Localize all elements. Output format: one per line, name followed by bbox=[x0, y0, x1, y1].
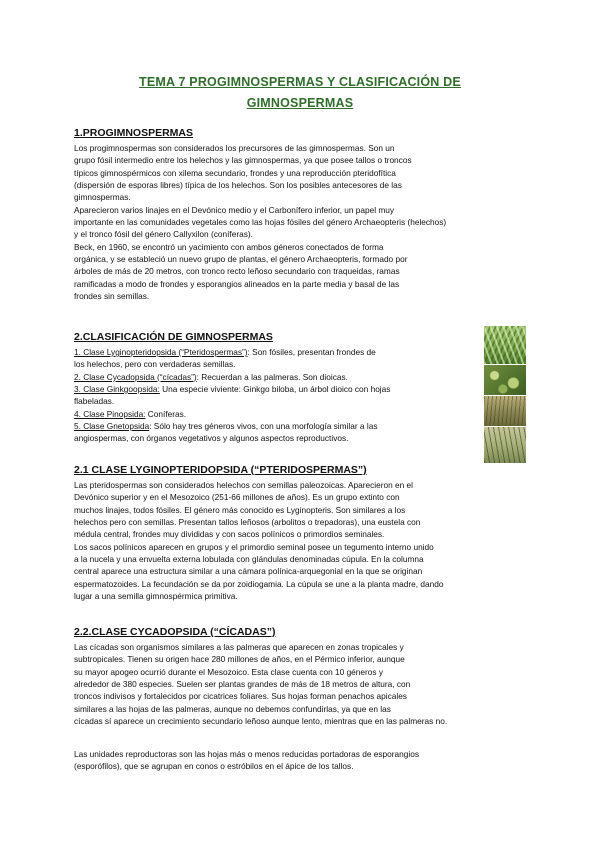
class-description: angiospermas, con órganos vegetativos y algunos aspectos reproductivos. bbox=[74, 433, 349, 444]
section-2-1-heading: 2.1 CLASE LYGINOPTERIDOPSIDA (“PTERIDOSPERMAS”) bbox=[74, 464, 367, 476]
paragraph-line: muchos linajes, todos fósiles. El género más conocido es Lyginopteris. Son similares a los bbox=[74, 504, 406, 515]
class-description: los helechos, pero con verdaderas semillas. bbox=[74, 359, 236, 370]
paragraph-line: Las cícadas son organismos similares a las palmeras que aparecen en zonas tropicales y bbox=[74, 642, 404, 652]
paragraph-line: gimnospermas. bbox=[74, 192, 131, 203]
class-label: 5. Clase Gnetopsida bbox=[74, 421, 150, 432]
section-1-body bbox=[74, 142, 446, 302]
paragraph-line: médula central, frondes muy divididas y con sacos polínicos o primordios seminales. bbox=[74, 529, 385, 540]
class-description: Una especie viviente: Ginkgo biloba, un árbol dioico con hojas bbox=[159, 384, 391, 395]
paragraph-line: Los progimnospermas son considerados los precursores de las gimnospermas. Son un bbox=[74, 143, 395, 153]
paragraph-line: a la nucela y una envuelta externa lobulada con glándulas denominadas cúpula. En la columna bbox=[74, 554, 424, 565]
paragraph-line: árboles de más de 20 metros, con tronco recto leñoso secundario con traqueidas, ramas bbox=[74, 266, 400, 277]
section-2-2-body-2 bbox=[74, 748, 419, 773]
class-description: : Recuerdan a las palmeras. Son dioicas. bbox=[196, 371, 348, 382]
paragraph-line: (dispersión de esporas libres) típica de los helechos. Son los posibles antecesores de las bbox=[74, 180, 402, 191]
classification-list bbox=[74, 346, 390, 445]
list-item bbox=[74, 346, 390, 358]
section-2-1-body bbox=[74, 479, 443, 602]
paragraph-line: similares a las hojas de las palmeras, aunque no debemos confundirlas, ya que en las bbox=[74, 703, 391, 714]
cycad-plant-image bbox=[484, 326, 526, 364]
pine-needles-image bbox=[484, 396, 526, 426]
paragraph-line: lugar a una semilla gimnospérmica primitiva. bbox=[74, 591, 238, 602]
paragraph-line: cícadas sí aparece un crecimiento secundario leñoso aunque lento, mientras que en las palmeras no. bbox=[74, 716, 448, 727]
paragraph-line: (esporófilos), que se agrupan en conos o estróbilos en el ápice de los tallos. bbox=[74, 761, 354, 772]
class-label: 4. Clase Pinopsida: bbox=[74, 408, 146, 419]
gnetophyte-plant-image bbox=[484, 427, 526, 463]
class-description: flabeladas. bbox=[74, 396, 115, 407]
paragraph-line: central aparece una estructura similar a una cámara polínica-arquegonial en la que se originan bbox=[74, 566, 423, 577]
ginkgo-leaves-image bbox=[484, 365, 526, 395]
class-label: 1. Clase Lyginopteridopsida (“Pteridospermas”) bbox=[74, 347, 248, 357]
paragraph-line: importante en las comunidades vegetales como las hojas fósiles del género Archaeopteris (helechos) bbox=[74, 217, 447, 228]
list-item bbox=[74, 420, 390, 432]
paragraph-line: subtropicales. Tienen su origen hace 280 millones de años, en el Pérmico inferior, aunque bbox=[74, 654, 405, 665]
section-2-2-body bbox=[74, 641, 447, 727]
list-item bbox=[74, 395, 390, 407]
class-label: 3. Clase Ginkgoopsida: bbox=[74, 384, 160, 395]
section-1-heading: 1.PROGIMNOSPERMAS bbox=[74, 127, 194, 139]
list-item bbox=[74, 432, 390, 444]
paragraph-line: alrededor de 380 especies. Suelen ser plantas grandes de más de 18 metros de altura, con bbox=[74, 679, 411, 690]
section-2-2-heading: 2.2.CLASE CYCADOPSIDA (“CÍCADAS”) bbox=[74, 626, 276, 638]
paragraph-line: Devónico superior y en el Mesozoico (251-66 millones de años). Es un grupo extinto con bbox=[74, 492, 400, 503]
section-2-heading: 2.CLASIFICACIÓN DE GIMNOSPERMAS bbox=[74, 331, 273, 343]
paragraph-line: su mayor apogeo ocurrió durante el Mesozoico. Esta clase cuenta con 10 géneros y bbox=[74, 666, 384, 677]
list-item bbox=[74, 371, 390, 383]
list-item bbox=[74, 358, 390, 370]
paragraph-line: ramificadas a modo de frondes y esporangios alineados en la parte media y basal de las bbox=[74, 278, 400, 289]
paragraph-line: Los sacos polínicos aparecen en grupos y el primordio seminal posee un tegumento interno unido bbox=[74, 541, 434, 552]
paragraph-line: Beck, en 1960, se encontró un yacimiento con ambos géneros conectados de forma bbox=[74, 241, 384, 252]
list-item bbox=[74, 383, 390, 395]
title-line-2: GIMNOSPERMAS bbox=[246, 96, 354, 110]
paragraph-line: típicos gimnospérmicos con xilema secundario, frondes y una reproducción pteridofítica bbox=[74, 167, 396, 178]
document-title bbox=[60, 72, 540, 114]
paragraph-line: helechos pero con semillas. Presentan tallos leñosos (arbolitos o trepadoras), una eustela con bbox=[74, 517, 421, 528]
title-line-1: TEMA 7 PROGIMNOSPERMAS Y CLASIFICACIÓN DE bbox=[139, 75, 461, 89]
paragraph-line: Aparecieron varios linajes en el Devónico medio y el Carbonífero inferior, un papel muy bbox=[74, 204, 395, 215]
paragraph-line: orgánica, y se estableció un nuevo grupo de plantas, el género Archaeopteris, formado por bbox=[74, 254, 408, 265]
paragraph-line: espermatozoides. La fecundación se da por zoidiogamia. La cúpula se une a la planta madre, dando bbox=[74, 578, 444, 589]
paragraph-line: troncos indivisos y fortalecidos por cicatrices foliares. Sus hojas forman penachos apicales bbox=[74, 691, 407, 702]
paragraph-line: Las pteridospermas son considerados helechos con semillas paleozoicas. Aparecieron en el bbox=[74, 480, 413, 490]
class-description: : Son fósiles, presentan frondes de bbox=[247, 347, 376, 357]
paragraph-line: y el tronco fósil del género Callyxilon (coníferas). bbox=[74, 229, 253, 240]
list-item bbox=[74, 408, 390, 420]
paragraph-line: grupo fósil intermedio entre los helechos y las gimnospermas, ya que posee tallos o troncos bbox=[74, 155, 412, 166]
paragraph-line: Las unidades reproductoras son las hojas más o menos reducidas portadoras de esporangios bbox=[74, 749, 419, 759]
class-description: : Sólo hay tres géneros vivos, con una morfología similar a las bbox=[149, 421, 378, 432]
class-description: Coníferas. bbox=[145, 408, 187, 419]
class-label: 2. Clase Cycadopsida (“cícadas”) bbox=[74, 371, 197, 382]
paragraph-line: frondes sin semillas. bbox=[74, 291, 150, 302]
